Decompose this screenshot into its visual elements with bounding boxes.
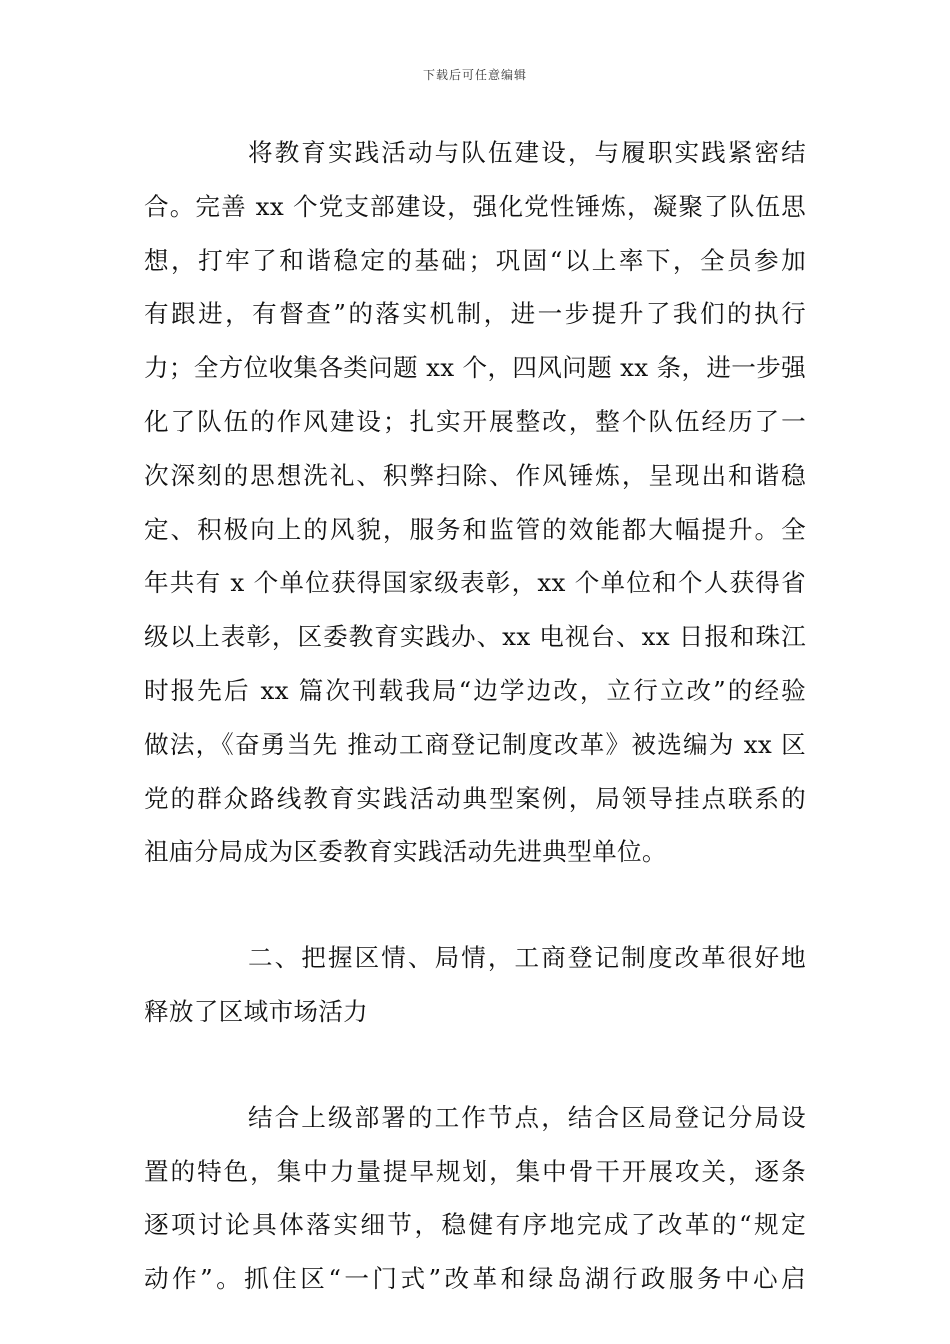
text-line: 定、积极向上的风貌，服务和监管的效能都大幅提升。全: [144, 514, 806, 544]
text-line: 党的群众路线教育实践活动典型案例，局领导挂点联系的: [144, 783, 806, 813]
text-line: 化了队伍的作风建设；扎实开展整改，整个队伍经历了一: [144, 406, 806, 436]
text-line: 逐项讨论具体落实细节，稳健有序地完成了改革的“规定: [144, 1210, 806, 1240]
text-line: 释放了区域市场活力: [144, 996, 369, 1026]
text-line: 时报先后 xx 篇次刊载我局“边学边改，立行立改”的经验: [144, 675, 806, 705]
text-line: 年共有 x 个单位获得国家级表彰，xx 个单位和个人获得省: [144, 568, 806, 598]
text-line: 想，打牢了和谐稳定的基础；巩固“以上率下，全员参加: [144, 245, 806, 275]
text-line: 次深刻的思想洗礼、积弊扫除、作风锤炼，呈现出和谐稳: [144, 460, 806, 490]
text-line: 动作”。抓住区“一门式”改革和绿岛湖行政服务中心启: [144, 1264, 806, 1294]
document-body: [144, 126, 806, 1306]
section-heading-registration-reform: [144, 931, 806, 1039]
text-line: 结合上级部署的工作节点，结合区局登记分局设: [248, 1102, 806, 1132]
paragraph-spacer: [144, 879, 806, 931]
text-line: 合。完善 xx 个党支部建设，强化党性锤炼，凝聚了队伍思: [144, 191, 806, 221]
text-line: 二、把握区情、局情，工商登记制度改革很好地: [248, 943, 806, 973]
text-line: 级以上表彰，区委教育实践办、xx 电视台、xx 日报和珠江: [144, 622, 806, 652]
paragraph-spacer: [144, 1039, 806, 1091]
text-line: 力；全方位收集各类问题 xx 个，四风问题 xx 条，进一步强: [144, 353, 806, 383]
text-line: 做法，《奋勇当先 推动工商登记制度改革》被选编为 xx 区: [144, 729, 806, 759]
text-line: 有跟进，有督查”的落实机制，进一步提升了我们的执行: [144, 299, 806, 329]
text-line: 置的特色，集中力量提早规划，集中骨干开展攻关，逐条: [144, 1156, 806, 1186]
paragraph-reform-planning: [144, 1091, 806, 1306]
text-line: 将教育实践活动与队伍建设，与履职实践紧密结: [248, 138, 806, 167]
page-header-note: 下载后可任意编辑: [422, 68, 527, 82]
paragraph-practice-activities: [144, 126, 806, 879]
text-line: 祖庙分局成为区委教育实践活动先进典型单位。: [144, 837, 667, 867]
